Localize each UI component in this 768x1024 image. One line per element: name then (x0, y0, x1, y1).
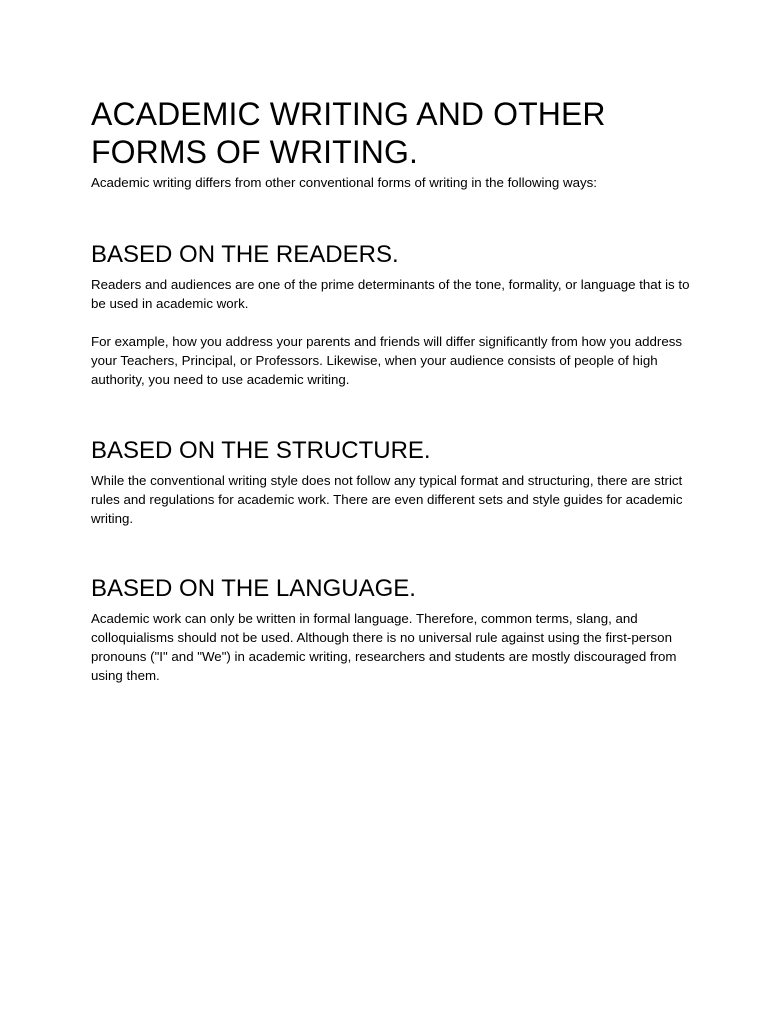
intro-paragraph: Academic writing differs from other conventional forms of writing in the following ways: (91, 175, 597, 190)
section-paragraph: Readers and audiences are one of the prime determinants of the tone, formality, or language that is to be used in academic work. (91, 277, 690, 311)
section-structure (91, 437, 691, 528)
section-paragraph: Academic work can only be written in formal language. Therefore, common terms, slang, and colloquialisms should not be used. Although there is no universal rule against using the first-person pronouns ("I" and "We") in academic writing, researchers and students are mostly discouraged from using them. (91, 611, 677, 683)
section-paragraph: For example, how you address your parents and friends will differ significantly from how you address your Teachers, Principal, or Professors. Likewise, when your audience consists of people of high authority, you need to use academic writing. (91, 334, 683, 387)
document-page (91, 95, 691, 685)
section-heading: BASED ON THE READERS. (91, 241, 399, 268)
section-language (91, 575, 691, 685)
section-readers (91, 241, 691, 389)
section-heading: BASED ON THE STRUCTURE. (91, 437, 431, 464)
section-heading: BASED ON THE LANGUAGE. (91, 575, 416, 602)
document-title: ACADEMIC WRITING AND OTHER FORMS OF WRITING. (91, 96, 606, 170)
section-paragraph: While the conventional writing style does not follow any typical format and structuring, there are strict rules and regulations for academic work. There are even different sets and style guides for academic writing. (91, 473, 683, 526)
